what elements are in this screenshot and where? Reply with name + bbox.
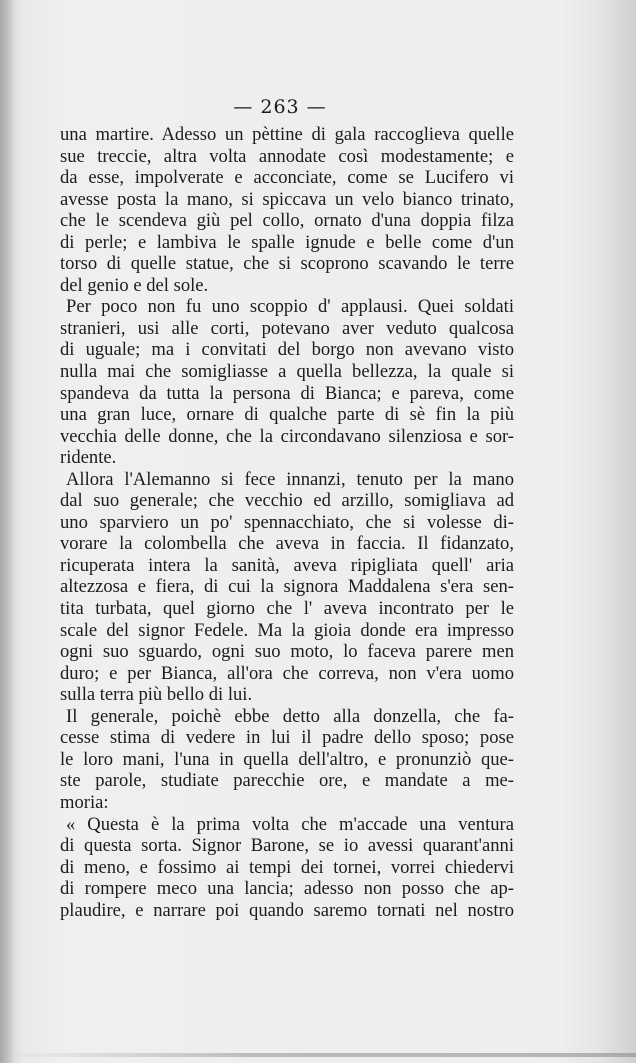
text-line: « Questa è la prima volta che m'accade una ventura xyxy=(66,813,514,835)
text-line: ricuperata intera la sanità, aveva ripigliata quell' aria xyxy=(60,554,514,576)
binding-gutter-shadow xyxy=(0,0,14,1063)
text-line: una gran luce, ornare di qualche parte di sè fin la più xyxy=(60,404,514,426)
text-line: che le scendeva giù pel collo, ornato d'una doppia filza xyxy=(60,210,514,232)
text-line: dal suo generale; che vecchio ed arzillo, somigliava ad xyxy=(60,490,514,512)
text-line: le loro mani, l'una in quella dell'altro, e pronunziò que- xyxy=(60,748,514,770)
page-number: — 263 — xyxy=(233,96,327,118)
text-line: moria: xyxy=(60,791,109,813)
text-line: Allora l'Alemanno si fece innanzi, tenuto per la mano xyxy=(66,468,514,490)
text-line: di meno, e fossimo ai tempi dei tornei, vorrei chiedervi xyxy=(60,856,514,878)
text-line: di perle; e lambiva le spalle ignude e belle come d'un xyxy=(60,231,514,253)
text-line: vorare la colombella che aveva in faccia. Il fidanzato, xyxy=(60,533,514,555)
text-line: del genio e del sole. xyxy=(60,274,209,296)
text-line: tita turbata, quel giorno che l' aveva incontrato per le xyxy=(60,598,514,620)
text-line: da esse, impolverate e acconciate, come se Lucifero vi xyxy=(60,167,514,189)
text-line: di uguale; ma i convitati del borgo non avevano visto xyxy=(60,339,514,361)
text-line: spandeva da tutta la persona di Bianca; e pareva, come xyxy=(60,382,514,404)
text-line: stranieri, usi alle corti, potevano aver veduto qualcosa xyxy=(60,317,514,339)
text-line: una martire. Adesso un pèttine di gala raccoglieva quelle xyxy=(60,124,514,145)
text-line: sue treccie, altra volta annodate così modestamente; e xyxy=(60,145,514,167)
text-line: di questa sorta. Signor Barone, se io avessi quarant'anni xyxy=(60,835,514,857)
text-line: uno sparviero un po' spennacchiato, che si volesse di- xyxy=(60,511,514,533)
text-line: torso di quelle statue, che si scoprono scavando le terre xyxy=(60,253,514,275)
text-line: sulla terra più bello di lui. xyxy=(60,684,253,706)
text-line: plaudire, e narrare poi quando saremo tornati nel nostro xyxy=(60,899,514,921)
text-line: vecchia delle donne, che la circondavano silenziosa e sor- xyxy=(60,425,514,447)
body-text xyxy=(60,124,514,921)
text-line: altezzosa e fiera, di cui la signora Maddalena s'era sen- xyxy=(60,576,514,598)
text-line: cesse stima di vedere in lui il padre dello sposo; pose xyxy=(60,727,514,749)
text-line: ogni suo sguardo, ogni suo moto, lo faceva parere men xyxy=(60,641,514,663)
text-line: Per poco non fu uno scoppio d' applausi. Quei soldati xyxy=(66,296,514,318)
text-line: avesse posta la mano, si spiccava un velo bianco trinato, xyxy=(60,188,514,210)
text-line: Il generale, poichè ebbe detto alla donzella, che fa- xyxy=(66,705,514,727)
text-line: di rompere meco una lancia; adesso non posso che ap- xyxy=(60,878,514,900)
text-line: scale del signor Fedele. Ma la gioia donde era impresso xyxy=(60,619,514,641)
text-line: nulla mai che somigliasse a quella bellezza, la quale si xyxy=(60,361,514,383)
text-line: duro; e per Bianca, all'ora che correva, non v'era uomo xyxy=(60,662,514,684)
bottom-edge-shadow xyxy=(0,1053,636,1057)
text-line: ste parole, studiate parecchie ore, e mandate a me- xyxy=(60,770,514,792)
text-line: ridente. xyxy=(60,447,117,469)
